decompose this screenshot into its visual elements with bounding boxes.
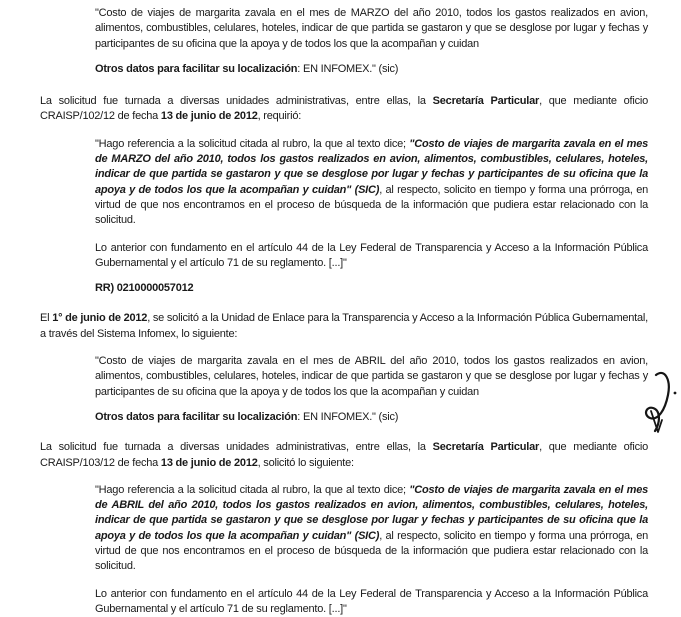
- paragraph-solicitud-junio: [40, 311, 648, 342]
- paragraph-turnada-craisp-103: [40, 440, 648, 471]
- text-run: , que mediante oficio CRAISP/102/12 de fecha: [40, 95, 648, 123]
- fecha-bold: 13 de junio de 2012: [160, 110, 258, 123]
- inner-quote-bold-italic: "Costo de viajes de margarita zavala en el mes de ABRIL del año 2010, todos los gastos realizados en avion, alimentos, combustibles, celulares, hoteles, indicar de que partida se gastaron y que se desglose por lugar y fechas y participantes de su oficina que la apoya y de todos los que la acompañan y cuidan" (SIC): [95, 483, 648, 542]
- text-run: , solicitó lo siguiente:: [257, 456, 354, 469]
- fundamento-legal-2: Lo anterior con fundamento en el artículo 44 de la Ley Federal de Transparencia y Acceso a la Información Pública Gubernamental y el artículo 71 de su reglamento. [...]": [95, 587, 648, 615]
- paragraph-turnada-craisp-102: [40, 94, 648, 125]
- otros-datos-label: Otros datos para facilitar su localización: [95, 410, 298, 423]
- inner-quote-bold-italic: "Costo de viajes de margarita zavala en el mes de MARZO del año 2010, todos los gastos realizados en avion, alimentos, combustibles, celulares, hoteles, indicar de que partida se gastaron y que se desglose por lugar y fechas y participantes de su oficina que la apoya y de todos los que la acompañan y cuidan" (SIC): [95, 137, 648, 196]
- text-run: "Hago referencia a la solicitud citada al rubro, la que al texto dice;: [95, 137, 410, 150]
- rr-folio-bold: RR) 0210000057012: [95, 282, 194, 295]
- text-run: La solicitud fue turnada a diversas unidades administrativas, entre ellas, la: [40, 441, 433, 454]
- handwritten-ink-mark: [638, 369, 680, 441]
- otros-datos-line-2: [95, 410, 648, 425]
- secretaria-particular-bold: Secretaría Particular: [432, 441, 540, 454]
- fundamento-legal-1: Lo anterior con fundamento en el artículo 44 de la Ley Federal de Transparencia y Acceso a la Información Pública Gubernamental y el artículo 71 de su reglamento. [...]": [95, 241, 648, 269]
- otros-datos-value: : EN INFOMEX." (sic): [297, 62, 399, 75]
- text-run: El: [40, 312, 53, 325]
- fecha-bold: 13 de junio de 2012: [160, 456, 258, 469]
- otros-datos-label: Otros datos para facilitar su localización: [95, 62, 298, 75]
- rr-folio-number: [95, 281, 648, 296]
- text-run: , requirió:: [257, 110, 302, 123]
- quoted-request-abril: "Costo de viajes de margarita zavala en el mes de ABRIL del año 2010, todos los gastos realizados en avion, alimentos, combustibles, celulares, hoteles, indicar de que partida se gastaron y que se desglose por lugar y fechas y participantes de su oficina que la apoya y de todos los que la acompañan y cuidan: [95, 355, 648, 398]
- secretaria-particular-bold: Secretaría Particular: [432, 95, 540, 108]
- text-run: , al respecto, solicito en tiempo y forma una prórroga, en virtud de que nos encontramos en el proceso de búsqueda de la información que pudiera estar relacionado con la solicitud.: [95, 183, 648, 227]
- quoted-oficio-marzo: [95, 137, 648, 229]
- text-run: , se solicitó a la Unidad de Enlace para la Transparencia y Acceso a la Información Pública Gubernamental, a través del Sistema Infomex, lo siguiente:: [40, 312, 648, 340]
- otros-datos-line-1: [95, 62, 648, 77]
- text-run: La solicitud fue turnada a diversas unidades administrativas, entre ellas, la: [40, 95, 433, 108]
- quoted-request-marzo: "Costo de viajes de margarita zavala en el mes de MARZO del año 2010, todos los gastos realizados en avion, alimentos, combustibles, celulares, hoteles, indicar de que partida se gastaron y que se desglose por lugar y fechas y participantes de su oficina que la apoya y de todos los que la acompañan y cuidan: [95, 7, 648, 50]
- text-run: "Hago referencia a la solicitud citada al rubro, la que al texto dice;: [95, 483, 410, 496]
- fecha-bold: 1° de junio de 2012: [52, 312, 148, 325]
- text-run: , que mediante oficio CRAISP/103/12 de fecha: [40, 441, 648, 469]
- quoted-oficio-abril: [95, 483, 648, 575]
- text-run: , al respecto, solicito en tiempo y forma una prórroga, en virtud de que nos encontramos en el proceso de búsqueda de la información que pudiera estar relacionado con la solicitud.: [95, 529, 648, 573]
- otros-datos-value: : EN INFOMEX." (sic): [297, 410, 399, 423]
